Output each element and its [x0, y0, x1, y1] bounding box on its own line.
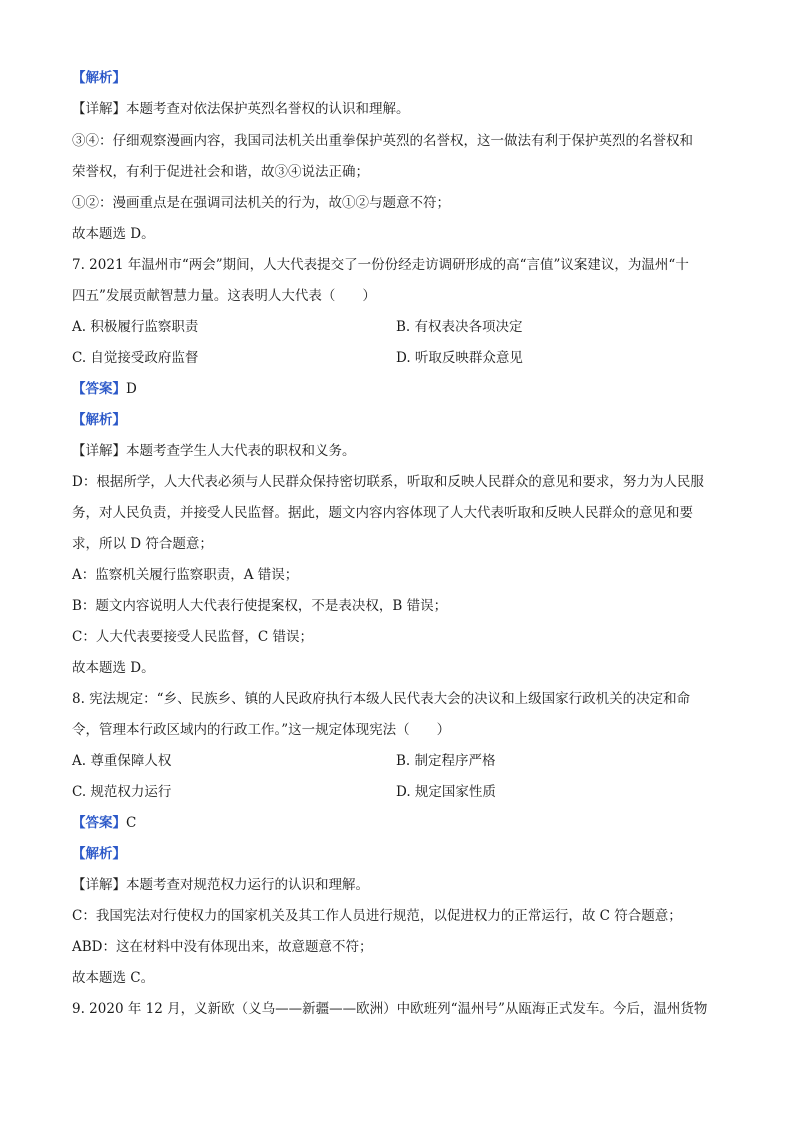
body-text-line: C：人大代表要接受人民监督，C 错误； — [72, 629, 313, 645]
option-item: C. 规范权力运行 — [72, 784, 172, 800]
body-text-line: 故本题选 D。 — [72, 660, 155, 676]
option-item: D. 听取反映群众意见 — [396, 350, 523, 366]
body-text-line: 故本题选 C。 — [72, 970, 155, 986]
body-text-line: 故本题选 D。 — [72, 226, 155, 242]
option-row — [72, 751, 728, 771]
body-text-line: 7. 2021 年温州市“两会”期间，人大代表提交了一份份经走访调研形成的高“言值”议案建议，为温州“十 — [72, 257, 689, 273]
body-text-line: 【详解】本题考查学生人大代表的职权和义务。 — [72, 443, 356, 459]
body-text-line: 荣誉权，有利于促进社会和谐，故③④说法正确； — [72, 164, 369, 180]
body-text-line: D：根据所学，人大代表必须与人民群众保持密切联系，听取和反映人民群众的意见和要求，努力为人民服 — [72, 474, 704, 490]
body-text-line: 8. 宪法规定：“乡、民族乡、镇的人民政府执行本级人民代表大会的决议和上级国家行政机关的决定和命 — [72, 691, 691, 707]
analysis-tag: 【解析】 — [72, 846, 126, 862]
analysis-tag: 【解析】 — [72, 412, 126, 428]
body-text-line: A：监察机关履行监察职责，A 错误； — [72, 567, 299, 583]
body-text-line: ③④：仔细观察漫画内容，我国司法机关出重拳保护英烈的名誉权，这一做法有利于保护英烈的名誉权和 — [72, 133, 693, 149]
option-item: A. 尊重保障人权 — [72, 753, 172, 769]
option-row — [72, 782, 728, 802]
body-text-line: 令，管理本行政区域内的行政工作。”这一规定体现宪法（ ） — [72, 722, 451, 738]
answer-value: D — [126, 381, 137, 397]
option-item: B. 有权表决各项决定 — [396, 319, 523, 335]
option-item: C. 自觉接受政府监督 — [72, 350, 199, 366]
answer-value: C — [126, 815, 137, 831]
answer-line — [72, 813, 136, 833]
option-item: A. 积极履行监察职责 — [72, 319, 199, 335]
body-text-line: 【详解】本题考查对依法保护英烈名誉权的认识和理解。 — [72, 101, 410, 117]
body-text-line: C：我国宪法对行使权力的国家机关及其工作人员进行规范，以促进权力的正常运行，故 C 符合题意； — [72, 908, 682, 924]
body-text-line: ①②：漫画重点是在强调司法机关的行为，故①②与题意不符； — [72, 195, 450, 211]
body-text-line: B：题文内容说明人大代表行使提案权，不是表决权，B 错误； — [72, 598, 448, 614]
answer-line — [72, 379, 137, 399]
option-item: B. 制定程序严格 — [396, 753, 496, 769]
body-text-line: 9. 2020 年 12 月，义新欧（义乌——新疆——欧洲）中欧班列“温州号”从瓯海正式发车。今后，温州货物 — [72, 1001, 708, 1017]
body-text-line: 四五”发展贡献智慧力量。这表明人大代表（ ） — [72, 288, 376, 304]
body-text-line: 务，对人民负责，并接受人民监督。据此，题文内容内容体现了人大代表听取和反映人民群众的意见和要 — [72, 505, 693, 521]
body-text-line: ABD：这在材料中没有体现出来，故意题意不符； — [72, 939, 373, 955]
body-text-line: 求，所以 D 符合题意； — [72, 536, 213, 552]
analysis-tag: 【解析】 — [72, 70, 126, 86]
option-row — [72, 348, 728, 368]
body-text-line: 【详解】本题考查对规范权力运行的认识和理解。 — [72, 877, 369, 893]
answer-tag: 【答案】 — [72, 381, 126, 397]
option-item: D. 规定国家性质 — [396, 784, 496, 800]
section-tag — [72, 68, 126, 88]
option-row — [72, 317, 728, 337]
section-tag — [72, 410, 126, 430]
answer-tag: 【答案】 — [72, 815, 126, 831]
section-tag — [72, 844, 126, 864]
